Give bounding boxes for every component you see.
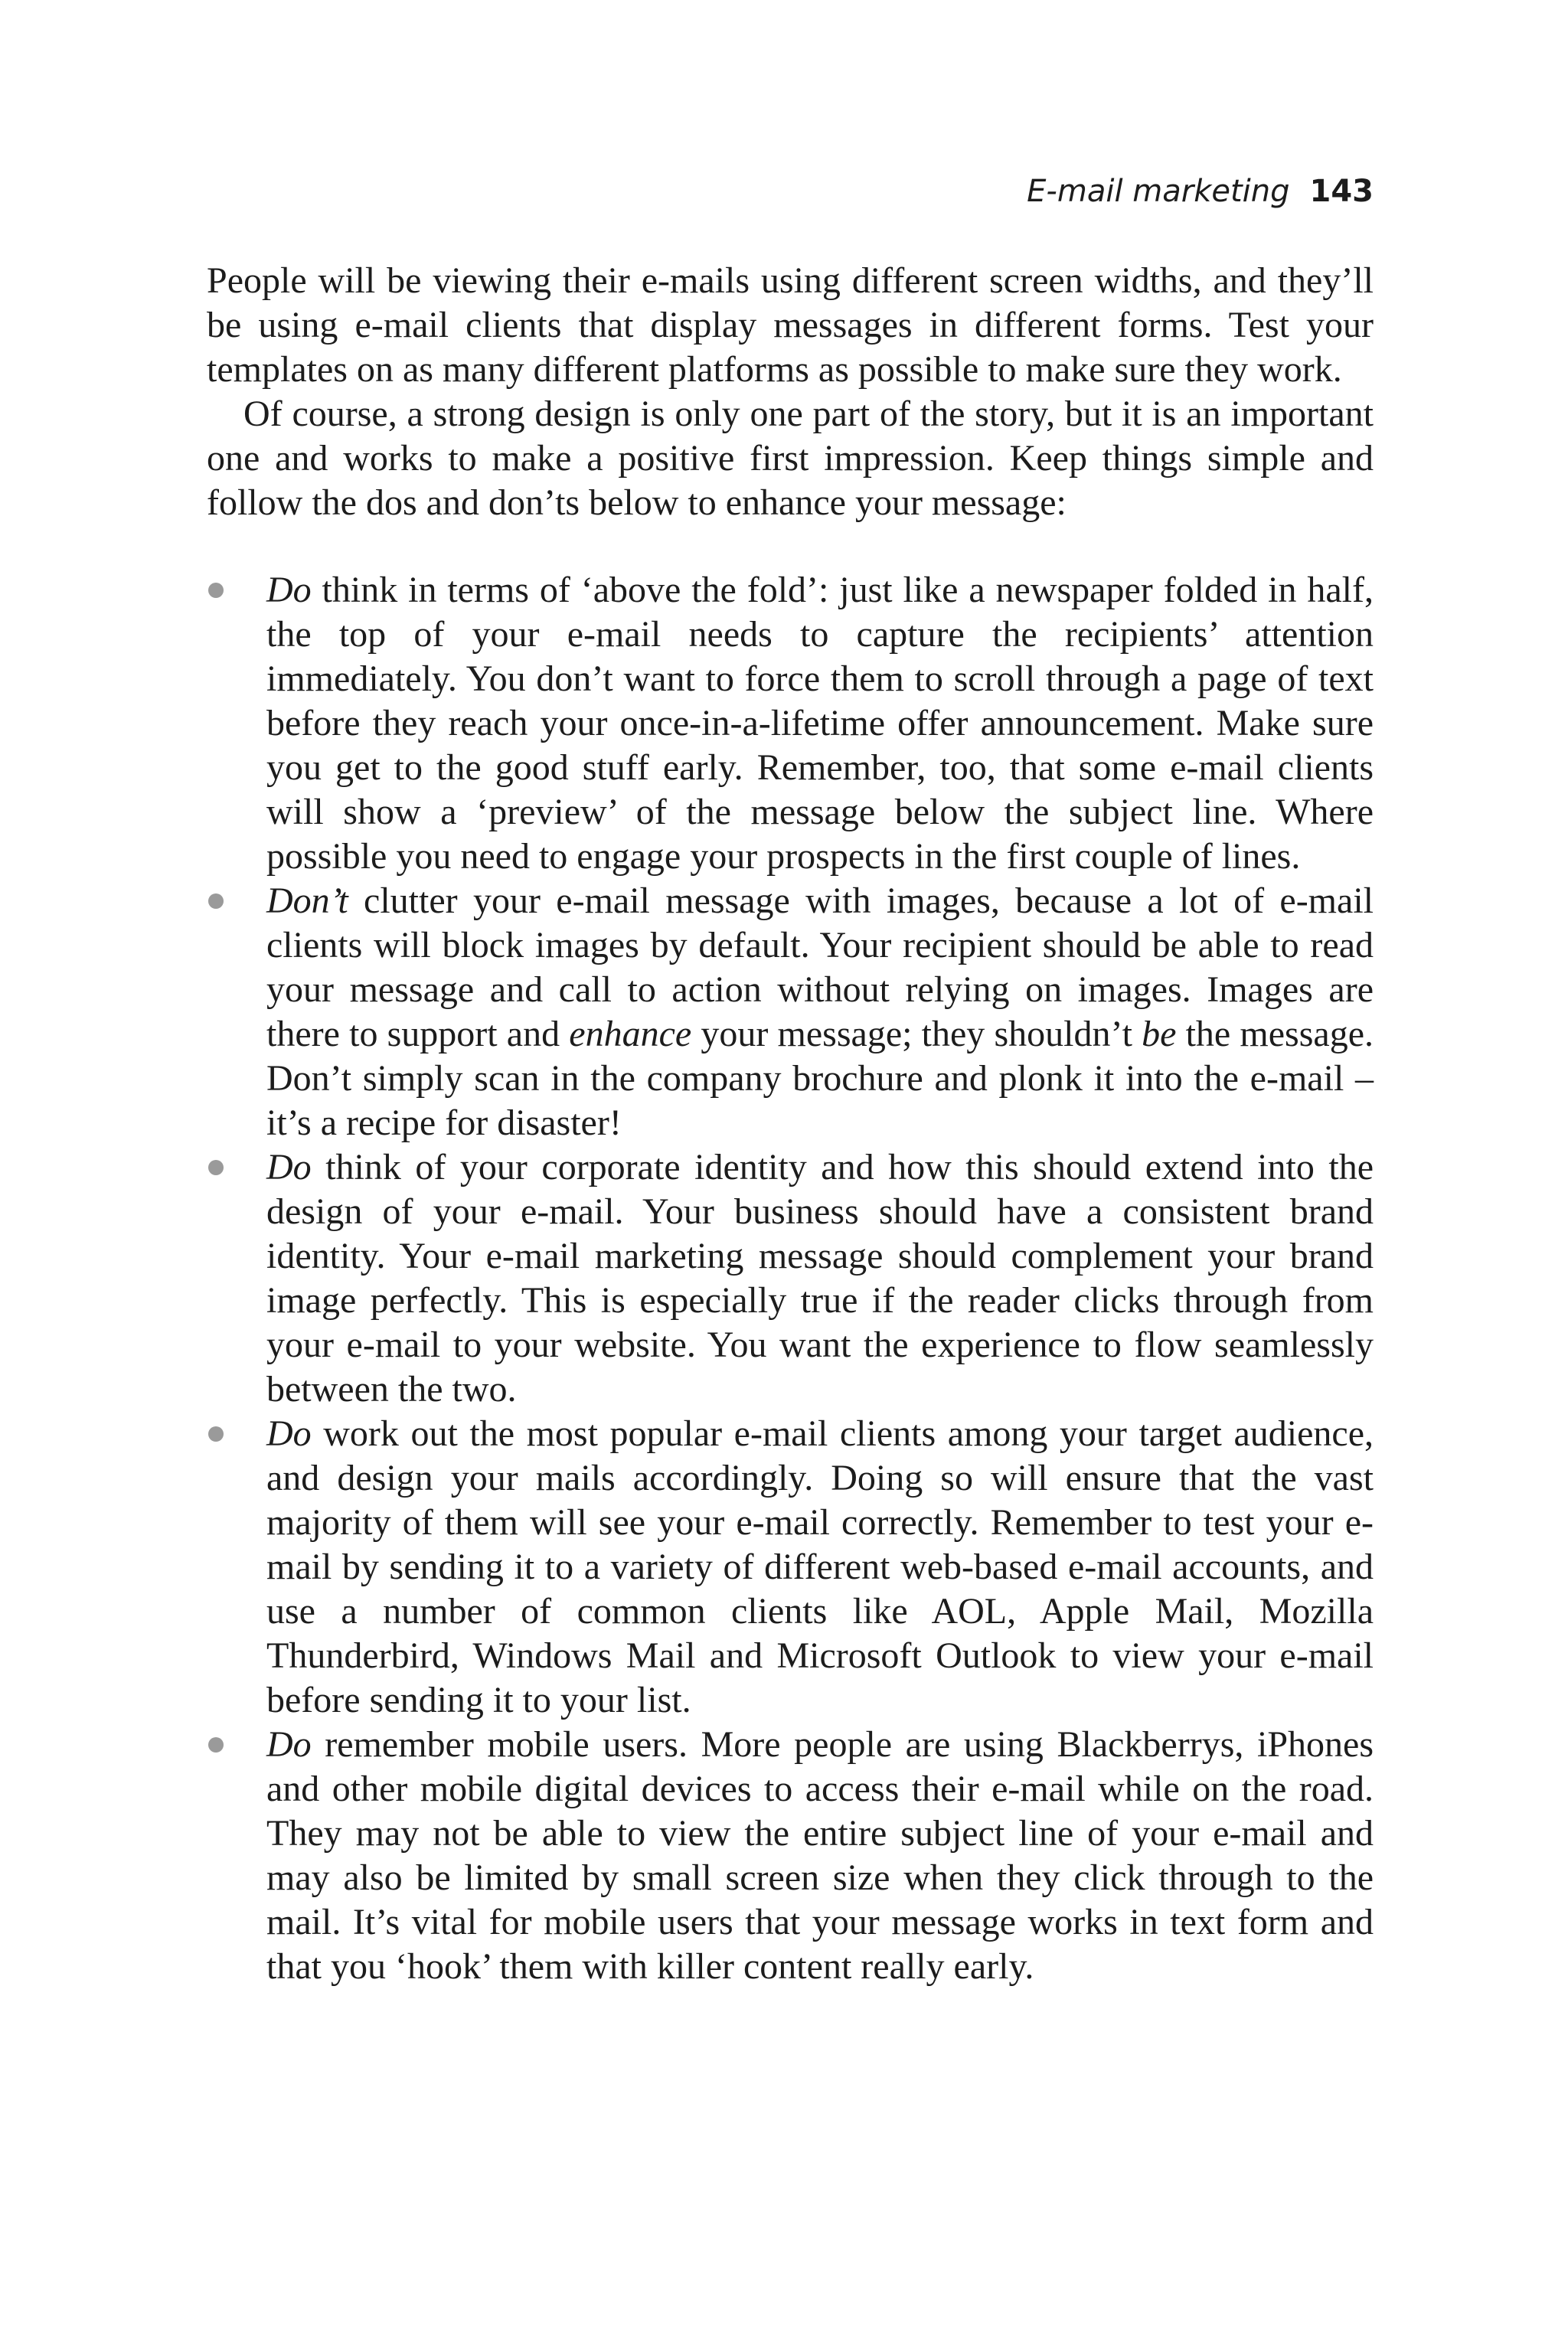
list-item: [207, 879, 1374, 1145]
list-item: [207, 1412, 1374, 1723]
bullet-dot-icon: [208, 893, 224, 909]
dos-and-donts-list: [207, 568, 1374, 1989]
body-text: [207, 259, 1374, 1989]
section-title: E-mail marketing: [1027, 174, 1290, 209]
list-item-lead: Do: [266, 570, 312, 610]
list-item-text: think in terms of ‘above the fold’: just like a newspaper folded in half, the top of your e-mail needs to capture the recipients’ attention immediately. You don’t want to force them to scroll through a page of text before they reach your once-in-a-lifetime offer announcement. Make sure you get to the good stuff early. Remember, too, that some e-mail clients will show a ‘preview’ of the message below the subject line. Where possible you need to engage your prospects in the first couple of lines.: [266, 570, 1374, 877]
list-item-text: remember mobile users. More people are using Blackberrys, iPhones and other mobile digital devices to access their e-mail while on the road. They may not be able to view the entire subject line of your e-mail and may also be limited by small screen size when they click through to the mail. It’s vital for mobile users that your message works in text form and that you ‘hook’ them with killer content really early.: [266, 1724, 1374, 1987]
page-number: 143: [1309, 174, 1374, 209]
paragraph-2: Of course, a strong design is only one part of the story, but it is an important one and works to make a positive first impression. Keep things simple and follow the dos and don’ts below to enhance your message:: [207, 394, 1374, 523]
running-head: [1027, 170, 1374, 213]
list-item-text: the message. Don’t simply scan in the company brochure and plonk it into the e-mail – it’s a recipe for disaster!: [266, 1014, 1374, 1143]
paragraph-1: People will be viewing their e-mails using different screen widths, and they’ll be using e-mail clients that display messages in different forms. Test your templates on as many different platforms as possible to make sure they work.: [207, 260, 1374, 390]
list-item-lead: Do: [266, 1724, 312, 1765]
list-item-lead: Do: [266, 1147, 312, 1187]
list-item-text: clutter your e-mail message with images, because a lot of e-mail clients will block images by default. Your recipient should be able to read your message and call to action without relying on images. Images are there to support and: [266, 880, 1374, 1054]
bullet-dot-icon: [208, 1426, 224, 1442]
list-item: [207, 568, 1374, 879]
list-item-lead: Do: [266, 1413, 312, 1454]
list-item-text: your message; they shouldn’t: [691, 1014, 1142, 1054]
list-item: [207, 1723, 1374, 1989]
bullet-dot-icon: [208, 1737, 224, 1753]
list-item-text: work out the most popular e-mail clients among your target audience, and design your mails accordingly. Doing so will ensure that the vast majority of them will see your e-mail correctly. Remember to test your e-mail by sending it to a variety of different web-based e-mail accounts, and use a number of common clients like AOL, Apple Mail, Mozilla Thunderbird, Windows Mail and Microsoft Outlook to view your e-mail before sending it to your list.: [266, 1413, 1374, 1720]
list-item-lead: Don’t: [266, 880, 348, 921]
list-item-emphasis: be: [1142, 1014, 1177, 1054]
list-item-emphasis: enhance: [569, 1014, 692, 1054]
bullet-dot-icon: [208, 1160, 224, 1175]
list-item-text: think of your corporate identity and how this should extend into the design of your e-mail. Your business should have a consistent brand identity. Your e-mail marketing message should complement your brand image perfectly. This is especially true if the reader clicks through from your e-mail to your website. You want the experience to flow seamlessly between the two.: [266, 1147, 1374, 1410]
list-item: [207, 1145, 1374, 1412]
bullet-dot-icon: [208, 583, 224, 598]
